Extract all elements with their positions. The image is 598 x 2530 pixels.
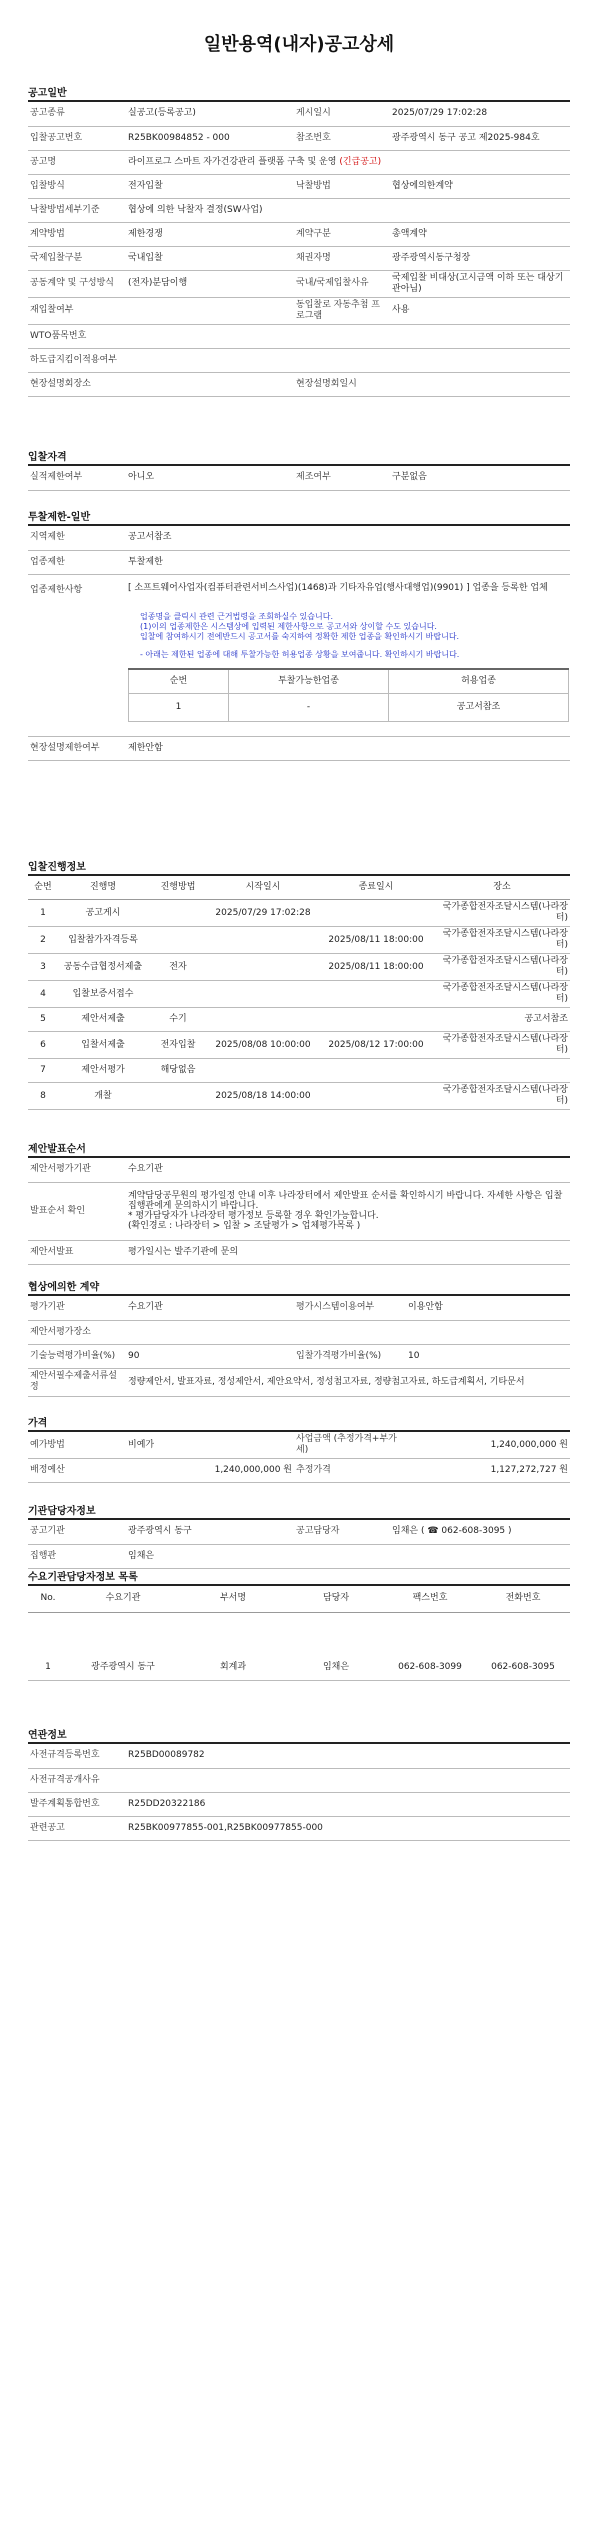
field-label: 사전규격공개사유 [28, 1768, 126, 1792]
field-label: 발주계획통합번호 [28, 1792, 126, 1816]
field-value [294, 324, 570, 348]
column-header: 전화번호 [476, 1586, 570, 1612]
table-row [28, 981, 570, 1008]
field-value: 이용안함 [406, 1296, 570, 1320]
urgent-badge: (긴급공고) [339, 156, 382, 167]
proposal-table [28, 1158, 570, 1265]
table-row [28, 150, 570, 174]
related-table [28, 1744, 570, 1841]
progress-table [28, 876, 570, 1110]
table-cell: 국가종합전자조달시스템(나라장터) [434, 927, 570, 954]
field-label: 공고종류 [28, 102, 126, 126]
table-cell [434, 1059, 570, 1083]
column-header: 순번 [129, 669, 229, 694]
table-cell: 임채은 [288, 1656, 384, 1680]
table-header-row [129, 669, 569, 694]
spacer [28, 1612, 570, 1656]
field-label: 관련공고 [28, 1816, 126, 1840]
table-row [28, 1320, 570, 1344]
table-cell [208, 1059, 318, 1083]
table-row [28, 1520, 570, 1544]
table-row [28, 1792, 570, 1816]
table-cell: - [229, 693, 389, 721]
table-row [28, 1344, 570, 1368]
table-row [28, 900, 570, 927]
section-title-general: 공고일반 [28, 88, 570, 102]
table-cell: 제안서제출 [58, 1008, 148, 1032]
table-cell: 국가종합전자조달시스템(나라장터) [434, 1083, 570, 1110]
limit-table [28, 526, 570, 761]
table-row [28, 1459, 570, 1483]
table-row [28, 198, 570, 222]
field-value: 광주광역시 동구 공고 제2025-984호 [390, 126, 570, 150]
field-label: 참조번호 [294, 126, 390, 150]
table-cell: 전자입찰 [148, 1032, 208, 1059]
field-label: 지역제한 [28, 526, 126, 550]
table-cell [208, 954, 318, 981]
table-cell: 공고서참조 [434, 1008, 570, 1032]
table-cell [318, 1008, 434, 1032]
table-row [28, 246, 570, 270]
field-value [126, 1320, 570, 1344]
field-value[interactable]: R25DD20322186 [126, 1792, 570, 1816]
limit-notes [140, 612, 568, 660]
table-row [28, 270, 570, 297]
table-cell: 국가종합전자조달시스템(나라장터) [434, 954, 570, 981]
table-cell: 개찰 [58, 1083, 148, 1110]
field-label: 계약구분 [294, 222, 390, 246]
agency-table [28, 1520, 570, 1569]
field-label: 평가시스템이용여부 [294, 1296, 406, 1320]
negotiation-table [28, 1296, 570, 1397]
table-row [28, 1768, 570, 1792]
field-value: 제한경쟁 [126, 222, 294, 246]
field-label: 게시일시 [294, 102, 390, 126]
field-label: 국내/국제입찰사유 [294, 270, 390, 297]
field-label: 제안서평가기관 [28, 1158, 126, 1182]
section-title-related: 연관정보 [28, 1730, 570, 1744]
field-value: 2025/07/29 17:02:28 [390, 102, 570, 126]
table-row [28, 348, 570, 372]
column-header: No. [28, 1586, 68, 1612]
table-cell: 1 [28, 900, 58, 927]
field-label: 입찰가격평가비율(%) [294, 1344, 406, 1368]
field-value: 협상에의한계약 [390, 174, 570, 198]
section-title-price: 가격 [28, 1418, 570, 1432]
table-row [28, 954, 570, 981]
table-cell: 수기 [148, 1008, 208, 1032]
field-value: 광주광역시 동구 [126, 1520, 294, 1544]
table-cell: 2025/08/11 18:00:00 [318, 954, 434, 981]
table-row [28, 736, 570, 760]
field-value: 1,240,000,000 원 [126, 1459, 294, 1483]
field-label: 국제입찰구분 [28, 246, 126, 270]
table-row [28, 297, 570, 324]
table-row [28, 1744, 570, 1768]
field-label: 업종제한사항 [28, 574, 126, 736]
table-row [28, 1240, 570, 1264]
table-cell [318, 900, 434, 927]
table-cell: 국가종합전자조달시스템(나라장터) [434, 981, 570, 1008]
field-value: 아니오 [126, 466, 294, 490]
field-value: 평가일시는 발주기관에 문의 [126, 1240, 570, 1264]
table-cell: 062-608-3095 [476, 1656, 570, 1680]
field-label: 하도급지킴이적용여부 [28, 348, 294, 372]
industry-limit-cell [126, 574, 570, 736]
table-cell: 1 [129, 693, 229, 721]
section-agency [28, 1506, 570, 1569]
table-row [28, 927, 570, 954]
field-value: 제한안함 [126, 736, 570, 760]
field-value: 공고서참조 [126, 526, 570, 550]
section-title-progress: 입찰진행정보 [28, 862, 570, 876]
table-cell [208, 1008, 318, 1032]
table-cell: 국가종합전자조달시스템(나라장터) [434, 1032, 570, 1059]
table-cell: 2 [28, 927, 58, 954]
field-label: 입찰방식 [28, 174, 126, 198]
field-value[interactable]: R25BD00089782 [126, 1744, 570, 1768]
table-row [129, 693, 569, 721]
table-row [28, 1182, 570, 1240]
field-label: WTO품목번호 [28, 324, 294, 348]
field-value: 협상에 의한 낙찰자 결정(SW사업) [126, 198, 570, 222]
field-value [294, 348, 570, 372]
table-cell: 3 [28, 954, 58, 981]
field-label: 업종제한 [28, 550, 126, 574]
table-row [28, 1296, 570, 1320]
table-header-row [28, 1586, 570, 1612]
table-cell [208, 981, 318, 1008]
table-cell: 입찰서제출 [58, 1032, 148, 1059]
column-header: 장소 [434, 876, 570, 900]
column-header: 허용업종 [389, 669, 569, 694]
table-row [28, 102, 570, 126]
note-line: - 아래는 제한된 업종에 대해 투찰가능한 허용업종 상황을 보여줍니다. 확인하시기 바랍니다. [140, 649, 460, 659]
field-label: 공고명 [28, 150, 126, 174]
table-row [28, 1816, 570, 1840]
column-header: 순번 [28, 876, 58, 900]
table-cell: 8 [28, 1083, 58, 1110]
column-header: 진행방법 [148, 876, 208, 900]
field-label: 사전규격등록번호 [28, 1744, 126, 1768]
note-line [140, 642, 568, 650]
field-label: 제안서발표 [28, 1240, 126, 1264]
section-progress [28, 862, 570, 1110]
note-line: 업종명을 클릭시 관련 근거법령을 조회하실수 있습니다. [140, 611, 333, 621]
table-row [28, 1656, 570, 1680]
field-value: 비예가 [126, 1432, 294, 1459]
section-title-qualification: 입찰자격 [28, 452, 570, 466]
field-value: 1,240,000,000 원 [406, 1432, 570, 1459]
table-cell: 국가종합전자조달시스템(나라장터) [434, 900, 570, 927]
table-cell: 6 [28, 1032, 58, 1059]
table-row [28, 1368, 570, 1396]
table-row [28, 1432, 570, 1459]
field-label: 집행관 [28, 1544, 126, 1568]
field-label: 현장설명제한여부 [28, 736, 126, 760]
table-cell [148, 927, 208, 954]
field-value: 국제입찰 비대상(고시금액 이하 또는 대상기관아님) [390, 270, 570, 297]
table-cell: 공고게시 [58, 900, 148, 927]
field-label: 제안서필수제출서류설정 [28, 1368, 126, 1396]
qualification-table [28, 466, 570, 491]
field-value: 총액계약 [390, 222, 570, 246]
note-line: (1)이의 업종제한은 시스템상에 입력된 제한사항으로 공고서와 상이할 수도 있습니다. [140, 621, 437, 631]
field-value: 1,127,272,727 원 [406, 1459, 570, 1483]
field-value: 투찰제한 [126, 550, 570, 574]
table-row-spacer [28, 1612, 570, 1656]
section-demand [28, 1572, 570, 1681]
field-value: 임채은 ( ☎ 062-608-3095 ) [390, 1520, 570, 1544]
demand-table [28, 1586, 570, 1681]
field-value[interactable]: R25BK00977855-001,R25BK00977855-000 [126, 1816, 570, 1840]
table-cell: 2025/08/11 18:00:00 [318, 927, 434, 954]
section-qualification [28, 452, 570, 491]
table-cell [148, 981, 208, 1008]
field-label: 사업금액 (추정가격+부가세) [294, 1432, 406, 1459]
table-row [28, 466, 570, 490]
field-value [126, 1768, 570, 1792]
field-label: 현장설명회장소 [28, 372, 294, 396]
field-value: 90 [126, 1344, 294, 1368]
section-related [28, 1730, 570, 1841]
section-title-negotiation: 협상에의한 계약 [28, 1282, 570, 1296]
table-row [28, 174, 570, 198]
field-value: 사용 [390, 297, 570, 324]
table-cell: 4 [28, 981, 58, 1008]
table-row [28, 1032, 570, 1059]
field-label: 배정예산 [28, 1459, 126, 1483]
field-value: 실공고(등록공고) [126, 102, 294, 126]
field-label: 계약방법 [28, 222, 126, 246]
table-row [28, 324, 570, 348]
field-value: 전자입찰 [126, 174, 294, 198]
table-cell: 제안서평가 [58, 1059, 148, 1083]
table-cell [148, 900, 208, 927]
table-cell [318, 1083, 434, 1110]
notice-name-text: 라이프로그 스마트 자가건강관리 플랫폼 구축 및 운영 [128, 156, 337, 167]
section-price [28, 1418, 570, 1483]
table-cell: 회계과 [178, 1656, 288, 1680]
column-header: 시작일시 [208, 876, 318, 900]
field-label: 실적제한여부 [28, 466, 126, 490]
table-cell: 광주광역시 동구 [68, 1656, 178, 1680]
field-value [390, 372, 570, 396]
column-header: 팩스번호 [384, 1586, 476, 1612]
table-row [28, 550, 570, 574]
field-value: 국내입찰 [126, 246, 294, 270]
field-value: 10 [406, 1344, 570, 1368]
field-label: 발표순서 확인 [28, 1182, 126, 1240]
section-title-demand: 수요기관담당자정보 목록 [28, 1572, 570, 1586]
section-general [28, 88, 570, 397]
field-label: 공고담당자 [294, 1520, 390, 1544]
table-row [28, 1544, 570, 1568]
table-cell [318, 981, 434, 1008]
section-title-limit: 투찰제한-일반 [28, 512, 570, 526]
table-cell [318, 1059, 434, 1083]
table-cell [208, 927, 318, 954]
column-header: 수요기관 [68, 1586, 178, 1612]
table-cell: 전자 [148, 954, 208, 981]
general-table [28, 102, 570, 397]
table-header-row [28, 876, 570, 900]
field-value: R25BK00984852 - 000 [126, 126, 294, 150]
field-label: 예가방법 [28, 1432, 126, 1459]
table-cell: 2025/08/08 10:00:00 [208, 1032, 318, 1059]
section-title-agency: 기관담당자정보 [28, 1506, 570, 1520]
field-label: 제조여부 [294, 466, 390, 490]
table-row [28, 222, 570, 246]
field-value: 수요기관 [126, 1158, 570, 1182]
section-title-proposal: 제안발표순서 [28, 1144, 570, 1158]
table-row [28, 126, 570, 150]
table-row [28, 1083, 570, 1110]
section-limit [28, 512, 570, 761]
table-row [28, 526, 570, 550]
field-value: 광주광역시동구청장 [390, 246, 570, 270]
table-cell: 입찰보증서접수 [58, 981, 148, 1008]
industry-limit-link[interactable]: [ 소프트웨어사업자(컴퓨터관련서비스사업)(1468)과 기타자유업(행사대행업)(9901) ] 업종을 등록한 업체 [128, 582, 548, 593]
table-cell: 2025/07/29 17:02:28 [208, 900, 318, 927]
field-label: 채권자명 [294, 246, 390, 270]
column-header: 진행명 [58, 876, 148, 900]
field-value: 계약담당공무원의 평가일정 안내 이후 나라장터에서 제안발표 순서를 확인하시기 바랍니다. 자세한 사항은 입찰 집행관에게 문의하시기 바랍니다. * 평가담당자가 나라장터 평가정보 등록할 경우 확인가능합니다. (확인경로 : 나라장터 > 입찰 > 조달평가 > 업체평가목록 ) [126, 1182, 570, 1240]
field-value: 정량제안서, 발표자료, 정성제안서, 제안요약서, 정성첨고자료, 정량첨고자료, 하도급계획서, 기타문서 [126, 1368, 570, 1396]
table-cell: 1 [28, 1656, 68, 1680]
field-label: 낙찰방법세부기준 [28, 198, 126, 222]
field-value [126, 297, 294, 324]
page-title: 일반용역(내자)공고상세 [203, 34, 395, 55]
column-header: 부서명 [178, 1586, 288, 1612]
field-label: 평가기관 [28, 1296, 126, 1320]
notice-name [126, 150, 570, 174]
field-value: (전자)분담이행 [126, 270, 294, 297]
column-header: 담당자 [288, 1586, 384, 1612]
column-header: 종료일시 [318, 876, 434, 900]
table-row [28, 1158, 570, 1182]
section-proposal [28, 1144, 570, 1265]
section-negotiation [28, 1282, 570, 1397]
table-cell: 2025/08/12 17:00:00 [318, 1032, 434, 1059]
table-row [28, 1008, 570, 1032]
table-row [28, 372, 570, 396]
table-cell: 5 [28, 1008, 58, 1032]
table-cell: 062-608-3099 [384, 1656, 476, 1680]
field-value: 구분없음 [390, 466, 570, 490]
field-label: 기술능력평가비율(%) [28, 1344, 126, 1368]
note-line: 입찰에 참여하시기 전에반드시 공고서를 숙지하여 정확한 제한 업종을 확인하시기 바랍니다. [140, 631, 460, 641]
field-label: 공동계약 및 구성방식 [28, 270, 126, 297]
table-cell: 입찰참가자격등록 [58, 927, 148, 954]
field-label: 제안서평가장소 [28, 1320, 126, 1344]
table-cell: 7 [28, 1059, 58, 1083]
field-label: 현장설명회일시 [294, 372, 390, 396]
table-cell: 공고서참조 [389, 693, 569, 721]
field-label: 입찰공고번호 [28, 126, 126, 150]
field-label: 낙찰방법 [294, 174, 390, 198]
field-value: 임채은 [126, 1544, 570, 1568]
price-table [28, 1432, 570, 1483]
table-cell: 해당없음 [148, 1059, 208, 1083]
allowed-industry-table [128, 668, 569, 722]
column-header: 투찰가능한업종 [229, 669, 389, 694]
field-label: 추정가격 [294, 1459, 406, 1483]
table-row [28, 574, 570, 736]
table-cell [148, 1083, 208, 1110]
table-cell: 2025/08/18 14:00:00 [208, 1083, 318, 1110]
field-label: 공고기관 [28, 1520, 126, 1544]
table-cell: 공동수급협정서제출 [58, 954, 148, 981]
field-label: 동입찰로 자동추첨 프로그램 [294, 297, 390, 324]
field-value: 수요기관 [126, 1296, 294, 1320]
field-label: 재입찰여부 [28, 297, 126, 324]
table-row [28, 1059, 570, 1083]
